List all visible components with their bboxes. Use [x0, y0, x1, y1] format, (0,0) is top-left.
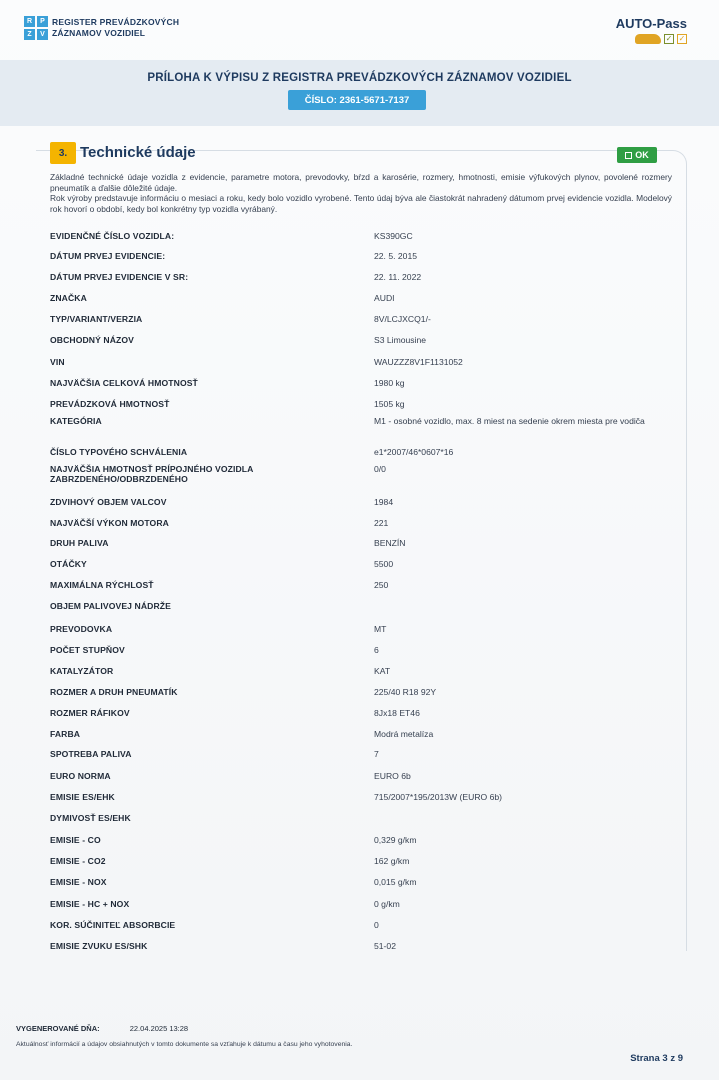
row-value: e1*2007/46*0607*16 — [374, 447, 454, 457]
row-value — [374, 808, 664, 813]
section-description — [50, 172, 672, 214]
status-label: OK — [635, 150, 649, 160]
table-row — [50, 330, 670, 350]
section-number-badge: 3. — [50, 142, 76, 164]
brand-marks — [616, 34, 687, 44]
row-value: WAUZZZ8V1F1131052 — [374, 357, 463, 367]
table-row — [50, 830, 670, 850]
row-value: 0,015 g/km — [374, 877, 417, 887]
row-value: 8V/LCJXCQ1/- — [374, 314, 431, 324]
table-row — [50, 554, 670, 574]
table-row — [50, 661, 670, 681]
row-label: PREVODOVKA — [50, 624, 113, 634]
row-label: NAJVÄČŠIA HMOTNOSŤ PRÍPOJNÉHO VOZIDLA ZABRZDENÉHO/ODBRZDENÉHO — [50, 464, 254, 484]
row-value: 22. 5. 2015 — [374, 251, 418, 261]
page-number: Strana 3 z 9 — [630, 1053, 683, 1064]
row-label: ROZMER A DRUH PNEUMATÍK — [50, 687, 178, 697]
table-row — [50, 872, 670, 892]
table-row — [50, 533, 670, 553]
row-label: MAXIMÁLNA RÝCHLOSŤ — [50, 580, 154, 590]
table-row — [50, 787, 670, 807]
header — [0, 0, 719, 60]
row-value: 221 — [374, 518, 389, 528]
table-row — [50, 596, 670, 616]
table-row — [50, 226, 670, 246]
table-row — [50, 575, 670, 595]
row-label: KOR. SÚČINITEĽ ABSORBCIE — [50, 920, 176, 930]
table-row — [50, 442, 670, 462]
row-label: KATALYZÁTOR — [50, 666, 114, 676]
table-row — [50, 309, 670, 329]
title-banner — [0, 60, 719, 126]
row-label: OBJEM PALIVOVEJ NÁDRŽE — [50, 601, 171, 611]
row-label: ROZMER RÁFIKOV — [50, 708, 130, 718]
row-value: BENZÍN — [374, 538, 406, 548]
row-label: ČÍSLO TYPOVÉHO SCHVÁLENIA — [50, 447, 188, 457]
table-row — [50, 808, 670, 828]
table-row — [50, 373, 670, 393]
row-label: DÁTUM PRVEJ EVIDENCIE: — [50, 251, 166, 261]
brand-name: AUTO-Pass — [615, 16, 687, 31]
car-icon — [635, 34, 661, 44]
table-row — [50, 894, 670, 914]
row-value: 250 — [374, 580, 389, 590]
table-row — [50, 744, 670, 764]
row-label: FARBA — [50, 729, 81, 739]
row-label: POČET STUPŇOV — [50, 645, 125, 655]
table-row — [50, 640, 670, 660]
row-value: EURO 6b — [374, 771, 411, 781]
table-row — [50, 288, 670, 308]
check-icon: ✓ — [665, 34, 673, 43]
rpzv-logo — [24, 16, 48, 40]
row-value: 1505 kg — [374, 399, 405, 409]
table-row — [50, 416, 670, 436]
generated-date: 22.04.2025 13:28 — [129, 1024, 189, 1033]
table-row — [50, 619, 670, 639]
logo-letter: Z — [24, 29, 35, 40]
row-label: OTÁČKY — [50, 559, 87, 569]
table-row — [50, 246, 670, 266]
table-row — [50, 766, 670, 786]
row-value: 5500 — [374, 559, 394, 569]
row-label: DYMIVOSŤ ES/EHK — [50, 813, 131, 823]
autopass-brand — [616, 16, 687, 44]
document-number-badge: ČÍSLO: 2361-5671-7137 — [288, 90, 426, 110]
row-label: NAJVÄČŠIA CELKOVÁ HMOTNOSŤ — [50, 378, 198, 388]
logo-letter: P — [37, 16, 48, 27]
logo-letter: R — [24, 16, 35, 27]
row-value: 0,329 g/km — [374, 835, 417, 845]
row-value: MT — [374, 624, 387, 634]
table-row — [50, 682, 670, 702]
row-value: Modrá metalíza — [374, 729, 434, 739]
table-row — [50, 394, 670, 414]
table-row — [50, 936, 670, 956]
table-row — [50, 492, 670, 512]
status-badge — [617, 147, 657, 163]
row-label: EMISIE - CO — [50, 835, 101, 845]
logo-line-1: REGISTER PREVÁDZKOVÝCH — [52, 17, 180, 27]
row-label: EMISIE - HC + NOX — [50, 899, 130, 909]
row-label: ZNAČKA — [50, 293, 87, 303]
row-value: AUDI — [374, 293, 395, 303]
logo-line-2: ZÁZNAMOV VOZIDIEL — [52, 28, 146, 38]
row-value: 1984 — [374, 497, 394, 507]
row-value: 1980 kg — [374, 378, 405, 388]
row-value: 51-02 — [374, 941, 396, 951]
row-label: VIN — [50, 357, 65, 367]
table-row — [50, 724, 670, 744]
row-label: EMISIE ZVUKU ES/SHK — [50, 941, 148, 951]
footer-note: Aktuálnosť informácií a údajov obsiahnutých v tomto dokumente sa vzťahuje k dátumu a času jeho vyhotovenia. — [16, 1041, 353, 1048]
table-row — [50, 851, 670, 871]
description-paragraph-1: Základné technické údaje vozidla z evidencie, parametre motora, prevodovky, bŕzd a karosérie, rozmery, hmotnosti, emisie výfukových plynov, povolené rozmery pneumatík a ďalšie dôležité údaje. — [50, 172, 672, 193]
row-label: EVIDENČNÉ ČÍSLO VOZIDLA: — [50, 231, 175, 241]
row-label: EMISIE - NOX — [50, 877, 107, 887]
row-value: S3 Limousine — [374, 335, 427, 345]
generated-info — [16, 1024, 188, 1033]
table-row — [50, 267, 670, 287]
row-label: KATEGÓRIA — [50, 416, 102, 426]
table-row — [50, 703, 670, 723]
description-paragraph-2: Rok výroby predstavuje informáciu o mesiaci a roku, kedy bolo vozidlo vyrobené. Tento údaj býva ale čiastokrát nahradený dátumom prvej evidencie vozidla. Modelový rok hovorí o období, kedy bol konkrétny typ vozidla vyrábaný. — [50, 193, 672, 214]
check-icon: ✓ — [678, 34, 686, 43]
row-value: 225/40 R18 92Y — [374, 687, 437, 697]
row-label: NAJVÄČŠÍ VÝKON MOTORA — [50, 518, 169, 528]
generated-label: VYGENEROVANÉ DŇA: — [16, 1024, 100, 1033]
row-label: SPOTREBA PALIVA — [50, 749, 132, 759]
row-label: OBCHODNÝ NÁZOV — [50, 335, 134, 345]
logo-text — [52, 17, 179, 39]
table-row — [50, 513, 670, 533]
row-value: 715/2007*195/2013W (EURO 6b) — [374, 792, 503, 802]
row-value — [374, 596, 664, 601]
row-label: DÁTUM PRVEJ EVIDENCIE V SR: — [50, 272, 189, 282]
row-label: TYP/VARIANT/VERZIA — [50, 314, 143, 324]
table-row — [50, 352, 670, 372]
section-title: Technické údaje — [80, 144, 196, 161]
row-label: EURO NORMA — [50, 771, 111, 781]
row-value: 0/0 — [374, 464, 386, 474]
row-value: 7 — [374, 749, 379, 759]
row-label: PREVÁDZKOVÁ HMOTNOSŤ — [50, 399, 170, 409]
table-row — [50, 915, 670, 935]
row-value: 6 — [374, 645, 379, 655]
checkbox-icon — [625, 152, 632, 159]
row-label: DRUH PALIVA — [50, 538, 109, 548]
row-value: 22. 11. 2022 — [374, 272, 422, 282]
table-row — [50, 464, 670, 484]
row-value: 162 g/km — [374, 856, 410, 866]
row-value: M1 - osobné vozidlo, max. 8 miest na sedenie okrem miesta pre vodiča — [374, 416, 645, 426]
row-label: ZDVIHOVÝ OBJEM VALCOV — [50, 497, 167, 507]
row-value: 0 — [374, 920, 379, 930]
logo-letter: V — [37, 29, 48, 40]
row-label: EMISIE - CO2 — [50, 856, 106, 866]
row-value: 8Jx18 ET46 — [374, 708, 420, 718]
row-label: EMISIE ES/EHK — [50, 792, 115, 802]
page-title: PRÍLOHA K VÝPISU Z REGISTRA PREVÁDZKOVÝCH ZÁZNAMOV VOZIDIEL — [147, 72, 572, 84]
row-value: KS390GC — [374, 231, 413, 241]
row-value: 0 g/km — [374, 899, 400, 909]
row-value: KAT — [374, 666, 391, 676]
